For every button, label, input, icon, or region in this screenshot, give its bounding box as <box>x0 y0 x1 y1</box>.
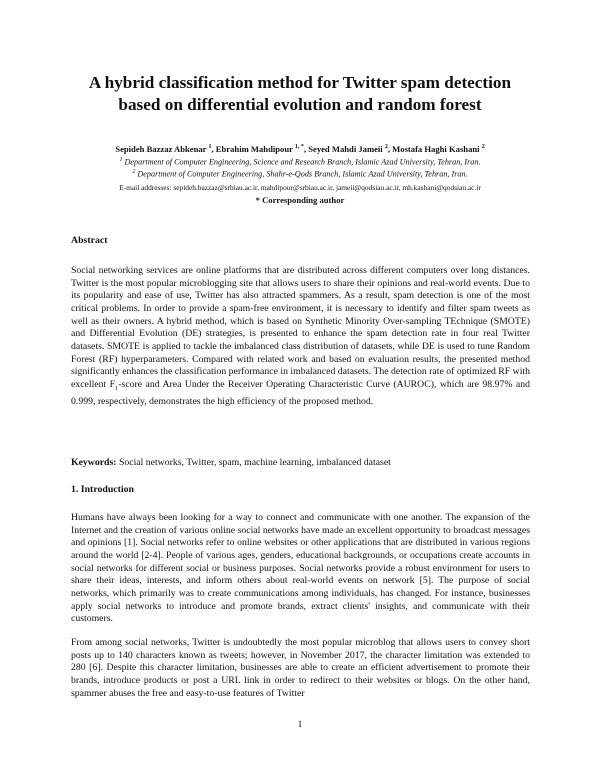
intro-paragraph-2: From among social networks, Twitter is undoubtedly the most popular microblog that allows users to convey short posts up to 140 characters known as tweets; however, in November 2017, the character limitation was extended to 280 [6]. Despite this character limitation, businesses are able to create an efficient advertisement to promote their brands, introduce products or post a URL link in order to redirect to their websites or blogs. On the other hand, spammer abuses the free and easy-to-use features of Twitter <box>71 637 530 699</box>
keywords-label: Keywords: <box>71 457 117 468</box>
author-name: Mostafa Haghi Kashani <box>392 143 480 154</box>
author-affiliation-marker: 1, * <box>294 144 304 150</box>
keywords-list: Social networks, Twitter, spam, machine learning, imbalanced dataset <box>116 457 391 468</box>
keywords <box>71 457 530 470</box>
author-separator: , <box>211 143 216 154</box>
affiliation-2 <box>40 167 560 180</box>
paper-title <box>40 72 560 116</box>
author-affiliation-marker: 2 <box>384 144 388 150</box>
section-heading-introduction: 1. Introduction <box>71 484 134 495</box>
email-addresses: E-mail addresses: sepideh.bazzaz@srbiau.ac.ir, mahdipour@srbiau.ac.ir, jameii@qodsiau.ac.ir, mh.kashani@qodsiau.ac.ir <box>119 183 481 192</box>
author-separator: , <box>387 143 393 154</box>
author-separator: , <box>303 143 309 154</box>
affiliation-1 <box>40 155 560 168</box>
affiliation-marker: 2 <box>132 169 136 175</box>
page-number: 1 <box>297 719 303 730</box>
title-line-1: A hybrid classification method for Twitter spam detection <box>88 73 512 92</box>
intro-paragraph-1: Humans have always been looking for a way to connect and communicate with one another. The expansion of the Internet and the creation of various online social networks have made an excellent opportunity to broadcast messages and opinions [1]. Social networks refer to online websites or other applications that are distributed in various regions around the world [2-4]. People of various ages, genders, educational backgrounds, or occupations create accounts in social networks for different social or business purposes. Social networks provide a robust environment for users to share their ideas, interests, and inform others about real-world events on network [5]. The purpose of social networks, which primarily was to create communications among individuals, has changed. For instance, businesses apply social networks to introduce and promote brands, extract clients' insights, and communicate with their customers. <box>71 512 530 625</box>
author-name: Ebrahim Mahdipour <box>215 143 293 154</box>
affiliation-marker: 1 <box>119 157 123 163</box>
author-list <box>40 142 560 155</box>
abstract-subscript: 1 <box>115 384 119 392</box>
author-affiliation-marker: 1 <box>208 144 212 150</box>
title-line-2: based on differential evolution and random forest <box>118 95 482 114</box>
corresponding-author-note: * Corresponding author <box>255 195 345 205</box>
affiliation-text: Department of Computer Engineering, Science and Research Branch, Islamic Azad University, Tehran, Iran. <box>124 157 481 167</box>
author-name: Seyed Mahdi Jameii <box>308 143 383 154</box>
affiliation-text: Department of Computer Engineering, Shahr-e-Qods Branch, Islamic Azad University, Tehran, Iran. <box>137 169 468 179</box>
author-name: Sepideh Bazzaz Abkenar <box>115 143 207 154</box>
abstract-text-tail: -score and Area Under the Receiver Operating Characteristic Curve (AUROC), which are 98.97% and 0.999, respectively, demonstrates the high efficiency of the proposed method. <box>71 378 530 407</box>
author-affiliation-marker: 2 <box>481 144 485 150</box>
abstract-text: Social networking services are online platforms that are distributed across different computers over long distances. Twitter is the most popular microblogging site that allows users to share their opinions and real-world events. Due to its popularity and ease of use, Twitter has also attracted spammers. As a result, spam detection is one of the most critical problems. In order to provide a spam-free environment, it is necessary to identify and filter spam tweets as well as their owners. A hybrid method, which is based on Synthetic Minority Over-sampling TEchnique (SMOTE) and Differential Evolution (DE) strategies, is presented to enhance the spam detection rate in four real Twitter datasets. SMOTE is applied to tackle the imbalanced class distribution of datasets, while DE is used to tune Random Forest (RF) hyperparameters. Compared with related work and based on evaluation results, the presented method significantly enhances the classification performance in imbalanced datasets. The detection rate of optimized RF with excellent F <box>71 265 530 390</box>
abstract-body <box>71 265 530 408</box>
abstract-heading: Abstract <box>71 235 108 246</box>
